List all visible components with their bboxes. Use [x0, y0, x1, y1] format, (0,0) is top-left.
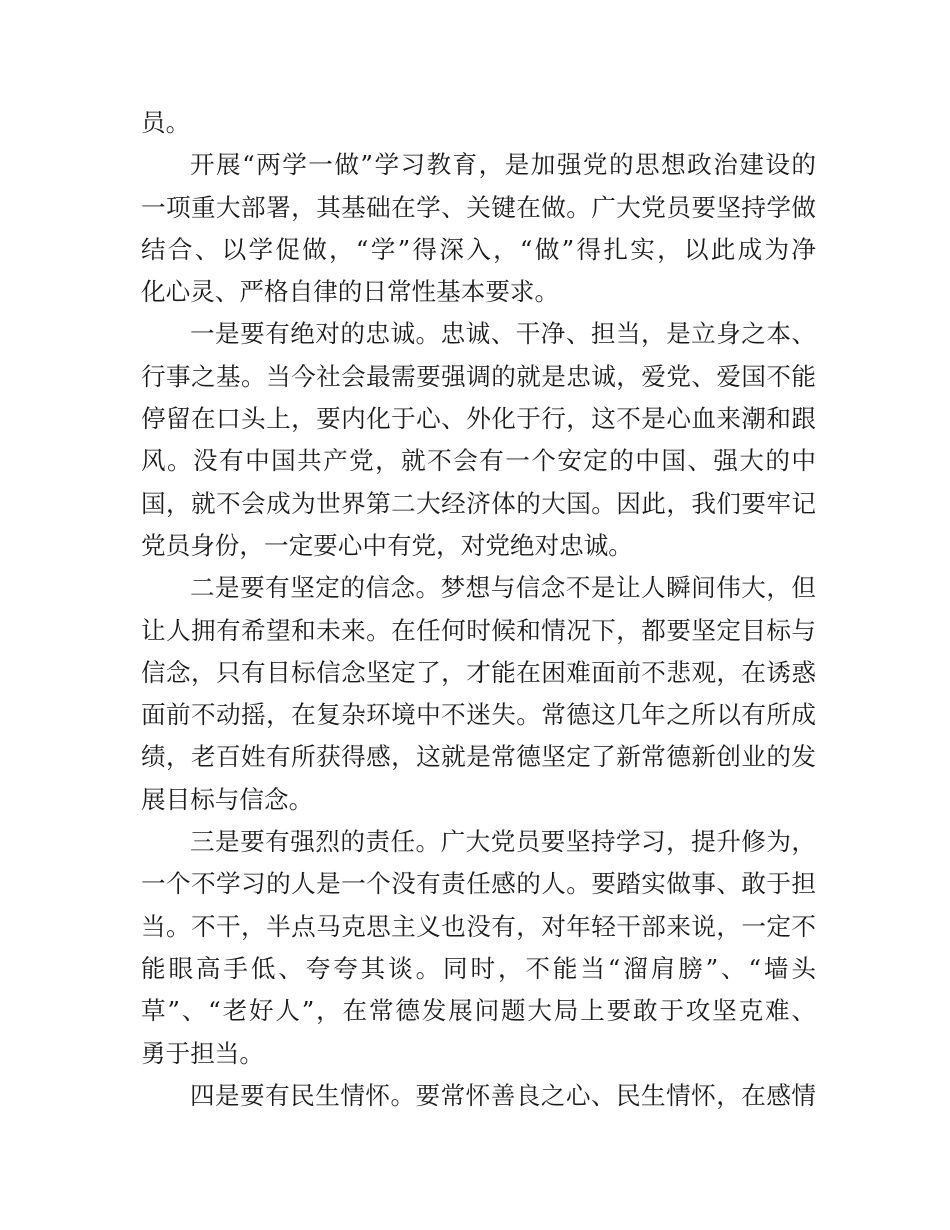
text-line: 当。不干，半点马克思主义也没有，对年轻干部来说，一定不	[141, 911, 816, 941]
text-line: 一项重大部署，其基础在学、关键在做。广大党员要坚持学做	[141, 192, 816, 222]
paragraph-first-line: 四是要有民生情怀。要常怀善良之心、民生情怀，在感情	[190, 1080, 816, 1110]
text-line: 信念，只有目标信念坚定了，才能在困难面前不悲观，在诱惑	[141, 657, 816, 687]
text-line: 员。	[141, 108, 191, 137]
text-line: 风。没有中国共产党，就不会有一个安定的中国、强大的中	[141, 446, 816, 476]
text-line: 行事之基。当今社会最需要强调的就是忠诚，爱党、爱国不能	[141, 361, 816, 391]
text-line: 国，就不会成为世界第二大经济体的大国。因此，我们要牢记	[141, 488, 816, 518]
text-line: 勇于担当。	[141, 1038, 264, 1068]
text-line: 展目标与信念。	[141, 784, 314, 814]
paragraph-first-line: 开展“两学一做”学习教育，是加强党的思想政治建设的	[190, 150, 816, 180]
text-line: 停留在口头上，要内化于心、外化于行，这不是心血来潮和跟	[141, 404, 816, 434]
text-line: 党员身份，一定要心中有党，对党绝对忠诚。	[141, 530, 633, 560]
text-line: 绩，老百姓有所获得感，这就是常德坚定了新常德新创业的发	[141, 742, 816, 772]
document-body	[141, 102, 816, 1117]
text-line: 化心灵、严格自律的日常性基本要求。	[141, 277, 560, 307]
text-line: 让人拥有希望和未来。在任何时候和情况下，都要坚定目标与	[141, 615, 816, 645]
paragraph-first-line: 二是要有坚定的信念。梦想与信念不是让人瞬间伟大，但	[190, 573, 816, 603]
text-line: 一个不学习的人是一个没有责任感的人。要踏实做事、敢于担	[141, 869, 816, 899]
paragraph-first-line: 一是要有绝对的忠诚。忠诚、干净、担当，是立身之本、	[190, 319, 816, 349]
text-line: 能眼高手低、夸夸其谈。同时，不能当“溜肩膀”、“墙头	[141, 953, 816, 983]
text-line: 草”、“老好人”，在常德发展问题大局上要敢于攻坚克难、	[141, 996, 816, 1026]
paragraph-first-line: 三是要有强烈的责任。广大党员要坚持学习，提升修为，	[190, 827, 816, 857]
text-line: 面前不动摇，在复杂环境中不迷失。常德这几年之所以有所成	[141, 700, 816, 730]
text-line: 结合、以学促做，“学”得深入，“做”得扎实，以此成为净	[141, 234, 816, 264]
